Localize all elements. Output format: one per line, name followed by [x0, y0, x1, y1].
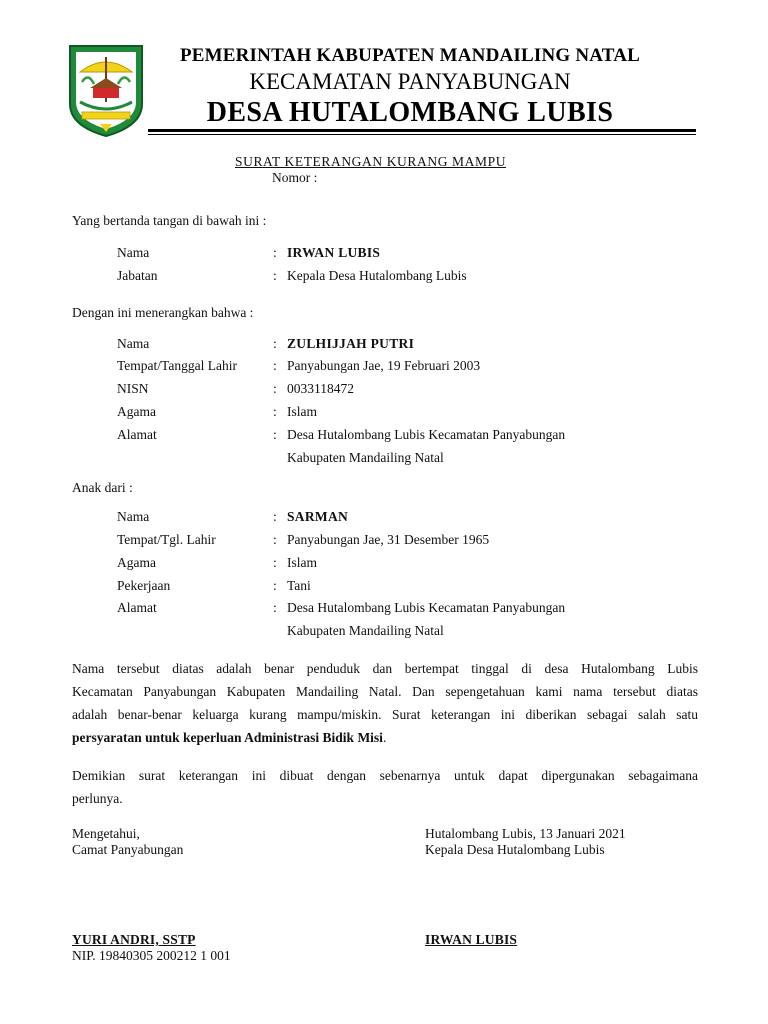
parent-address-label: Alamat	[117, 600, 157, 615]
statement-paragraph	[72, 657, 698, 749]
signer-name-label: Nama	[117, 245, 150, 260]
sig-right-place-date: Hutalombang Lubis, 13 Januari 2021	[425, 826, 626, 841]
parent-name-label: Nama	[117, 509, 150, 524]
parent-birth-label: Tempat/Tgl. Lahir	[117, 532, 216, 547]
colon: :	[273, 427, 277, 442]
colon: :	[273, 509, 277, 524]
statement-line: Nama tersebut diatas adalah benar penduduk dan bertempat tinggal di desa Hutalombang Lubis	[72, 661, 698, 676]
subject-name-value: ZULHIJJAH PUTRI	[287, 336, 415, 351]
parent-occupation-label: Pekerjaan	[117, 578, 171, 593]
statement-line: Kecamatan Panyabungan Kabupaten Mandailing Natal. Dan sepengetahuan kami nama tersebut diatas	[72, 684, 698, 699]
parent-occupation-value: Tani	[287, 578, 311, 593]
colon: :	[273, 555, 277, 570]
letterhead-village: DESA HUTALOMBANG LUBIS	[206, 97, 614, 128]
parent-birth-value: Panyabungan Jae, 31 Desember 1965	[287, 532, 490, 547]
colon: :	[273, 532, 277, 547]
subject-address-label: Alamat	[117, 427, 157, 442]
regency-emblem-icon	[66, 42, 146, 138]
signer-name-value: IRWAN LUBIS	[287, 245, 381, 260]
parent-name-value: SARMAN	[287, 509, 349, 524]
subject-address-value: Desa Hutalombang Lubis Kecamatan Panyabungan	[287, 427, 566, 442]
sig-left-acknowledged: Mengetahui,	[72, 826, 140, 841]
colon: :	[273, 381, 277, 396]
statement-last-line	[72, 726, 698, 749]
letterhead-divider-thin	[148, 134, 696, 135]
subject-intro: Dengan ini menerangkan bahwa :	[72, 305, 254, 320]
colon: :	[273, 336, 277, 351]
signer-position-value: Kepala Desa Hutalombang Lubis	[287, 268, 467, 283]
subject-address-value-line2: Kabupaten Mandailing Natal	[287, 450, 444, 465]
subject-religion-value: Islam	[287, 404, 317, 419]
closing-paragraph	[72, 764, 698, 810]
subject-nisn-label: NISN	[117, 381, 149, 396]
purpose-text: persyaratan untuk keperluan Administrasi Bidik Misi	[72, 730, 383, 745]
purpose-period: .	[382, 730, 387, 745]
document-title: SURAT KETERANGAN KURANG MAMPU	[235, 154, 507, 169]
signer-intro: Yang bertanda tangan di bawah ini :	[72, 213, 267, 228]
sig-right-name: IRWAN LUBIS	[425, 932, 518, 947]
statement-line: adalah benar-benar keluarga kurang mampu/miskin. Surat keterangan ini diberikan sebagai salah satu	[72, 707, 698, 722]
subject-name-label: Nama	[117, 336, 150, 351]
sig-right-title: Kepala Desa Hutalombang Lubis	[425, 842, 605, 857]
colon: :	[273, 578, 277, 593]
colon: :	[273, 600, 277, 615]
letterhead-government: PEMERINTAH KABUPATEN MANDAILING NATAL	[179, 45, 641, 66]
letterhead-divider-thick	[148, 129, 696, 132]
parent-religion-value: Islam	[287, 555, 317, 570]
subject-religion-label: Agama	[117, 404, 156, 419]
parent-address-value-line2: Kabupaten Mandailing Natal	[287, 623, 444, 638]
parent-address-value: Desa Hutalombang Lubis Kecamatan Panyabungan	[287, 600, 566, 615]
colon: :	[273, 245, 277, 260]
parent-religion-label: Agama	[117, 555, 156, 570]
closing-last-line: perlunya.	[72, 791, 123, 806]
subject-nisn-value: 0033118472	[287, 381, 354, 396]
subject-birth-label: Tempat/Tanggal Lahir	[117, 358, 237, 373]
sig-left-name: YURI ANDRI, SSTP	[72, 932, 196, 947]
closing-line: Demikian surat keterangan ini dibuat dengan sebenarnya untuk dapat dipergunakan sebagaimana	[72, 768, 698, 783]
sig-left-title: Camat Panyabungan	[72, 842, 184, 857]
signer-position-label: Jabatan	[117, 268, 158, 283]
colon: :	[273, 268, 277, 283]
letterhead-district: KECAMATAN PANYABUNGAN	[249, 69, 571, 94]
colon: :	[273, 358, 277, 373]
colon: :	[273, 404, 277, 419]
sig-left-nip: NIP. 19840305 200212 1 001	[72, 948, 231, 963]
document-number: Nomor :	[272, 170, 318, 185]
subject-birth-value: Panyabungan Jae, 19 Februari 2003	[287, 358, 481, 373]
parent-intro: Anak dari :	[72, 480, 133, 495]
